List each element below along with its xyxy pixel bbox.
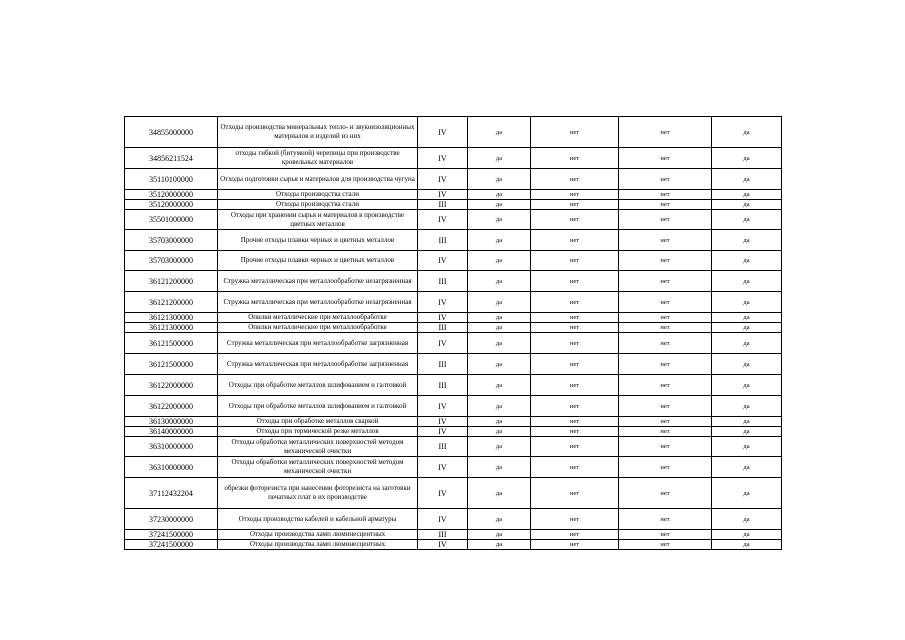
flag-cell-4: да [712,169,782,190]
flag-cell-1: да [468,437,531,457]
hazard-class-cell: III [418,323,468,333]
flag-cell-3: нет [619,354,712,375]
waste-code-cell: 35120000000 [125,190,218,200]
flag-cell-3: нет [619,148,712,169]
waste-code-cell: 36121500000 [125,354,218,375]
flag-cell-3: нет [619,169,712,190]
hazard-class-cell: IV [418,313,468,323]
waste-name-cell: Отходы при обработке металлов шлифованием и галтовкой [218,375,418,396]
flag-cell-1: да [468,417,531,427]
table-row [125,210,782,230]
table-row [125,169,782,190]
hazard-class-cell: III [418,437,468,457]
waste-name-cell: Стружка металлическая при металлообработке загрязненная [218,354,418,375]
waste-code-cell: 35703000000 [125,251,218,271]
waste-name-cell: Отходы подготовки сырья и материалов для производства чугуна [218,169,418,190]
table-row [125,478,782,509]
waste-code-cell: 36121300000 [125,313,218,323]
waste-code-cell: 36121200000 [125,271,218,292]
flag-cell-2: нет [531,509,619,530]
flag-cell-3: нет [619,313,712,323]
flag-cell-2: нет [531,271,619,292]
flag-cell-1: да [468,457,531,478]
flag-cell-4: да [712,375,782,396]
hazard-class-cell: III [418,271,468,292]
waste-code-cell: 35501000000 [125,210,218,230]
flag-cell-2: нет [531,354,619,375]
waste-code-cell: 34855000000 [125,117,218,148]
table-row [125,437,782,457]
flag-cell-1: да [468,323,531,333]
flag-cell-3: нет [619,323,712,333]
flag-cell-3: нет [619,190,712,200]
flag-cell-1: да [468,333,531,354]
table-row [125,375,782,396]
flag-cell-2: нет [531,117,619,148]
flag-cell-4: да [712,313,782,323]
flag-cell-3: нет [619,457,712,478]
hazard-class-cell: III [418,375,468,396]
flag-cell-3: нет [619,540,712,550]
hazard-class-cell: IV [418,117,468,148]
flag-cell-4: да [712,417,782,427]
table-row [125,251,782,271]
waste-name-cell: отходы гибкой (битумной) черепицы при производстве кровельных материалов [218,148,418,169]
flag-cell-4: да [712,427,782,437]
flag-cell-4: да [712,396,782,417]
waste-code-cell: 36140000000 [125,427,218,437]
flag-cell-2: нет [531,437,619,457]
flag-cell-4: да [712,292,782,313]
flag-cell-2: нет [531,230,619,251]
flag-cell-1: да [468,169,531,190]
flag-cell-2: нет [531,251,619,271]
waste-name-cell: Отходы производства ламп люминесцентных [218,530,418,540]
hazard-class-cell: III [418,354,468,375]
flag-cell-4: да [712,530,782,540]
flag-cell-3: нет [619,251,712,271]
waste-name-cell: Опилки металлические при металлообработке [218,313,418,323]
hazard-class-cell: IV [418,251,468,271]
table-row [125,457,782,478]
waste-name-cell: Отходы при обработке металлов шлифованием и галтовкой [218,396,418,417]
hazard-class-cell: III [418,530,468,540]
flag-cell-1: да [468,427,531,437]
flag-cell-1: да [468,540,531,550]
waste-code-cell: 36130000000 [125,417,218,427]
flag-cell-3: нет [619,271,712,292]
hazard-class-cell: IV [418,509,468,530]
waste-name-cell: Отходы при термической резке металлов [218,427,418,437]
flag-cell-2: нет [531,427,619,437]
flag-cell-2: нет [531,323,619,333]
waste-name-cell: Отходы производства кабелей и кабельной арматуры [218,509,418,530]
flag-cell-4: да [712,200,782,210]
table-row [125,396,782,417]
table-row [125,509,782,530]
flag-cell-2: нет [531,190,619,200]
table-row [125,200,782,210]
flag-cell-4: да [712,333,782,354]
flag-cell-2: нет [531,417,619,427]
table-row [125,427,782,437]
flag-cell-1: да [468,251,531,271]
waste-name-cell: Опилки металлические при металлообработке [218,323,418,333]
table-row [125,323,782,333]
table-row [125,190,782,200]
flag-cell-3: нет [619,333,712,354]
waste-name-cell: Отходы при хранении сырья и материалов в производстве цветных металлов [218,210,418,230]
hazard-class-cell: IV [418,169,468,190]
waste-name-cell: Стружка металлическая при металлообработке загрязненная [218,333,418,354]
flag-cell-3: нет [619,509,712,530]
waste-code-cell: 35120000000 [125,200,218,210]
flag-cell-2: нет [531,200,619,210]
hazard-class-cell: IV [418,457,468,478]
table-row [125,292,782,313]
waste-code-cell: 37230000000 [125,509,218,530]
flag-cell-4: да [712,354,782,375]
waste-name-cell: Стружка металлическая при металлообработке незагрязненная [218,271,418,292]
waste-code-cell: 36121200000 [125,292,218,313]
flag-cell-4: да [712,540,782,550]
flag-cell-1: да [468,530,531,540]
waste-code-cell: 36122000000 [125,396,218,417]
flag-cell-2: нет [531,530,619,540]
table-body [125,117,782,550]
hazard-class-cell: IV [418,396,468,417]
flag-cell-2: нет [531,313,619,323]
flag-cell-4: да [712,251,782,271]
waste-code-cell: 36121300000 [125,323,218,333]
waste-name-cell: Отходы обработки металлических поверхностей методом механической очистки [218,437,418,457]
flag-cell-4: да [712,437,782,457]
flag-cell-2: нет [531,292,619,313]
flag-cell-1: да [468,230,531,251]
flag-cell-4: да [712,148,782,169]
flag-cell-4: да [712,210,782,230]
flag-cell-1: да [468,271,531,292]
flag-cell-4: да [712,478,782,509]
table-row [125,230,782,251]
flag-cell-1: да [468,292,531,313]
flag-cell-3: нет [619,437,712,457]
hazard-class-cell: IV [418,190,468,200]
waste-name-cell: Прочие отходы плавки черных и цветных металлов [218,251,418,271]
table-row [125,540,782,550]
waste-name-cell: Отходы при обработке металлов сваркой [218,417,418,427]
waste-name-cell: Прочие отходы плавки черных и цветных металлов [218,230,418,251]
hazard-class-cell: IV [418,292,468,313]
waste-code-cell: 37112432204 [125,478,218,509]
waste-code-cell: 36310000000 [125,457,218,478]
hazard-class-cell: IV [418,210,468,230]
table-row [125,354,782,375]
flag-cell-1: да [468,375,531,396]
flag-cell-1: да [468,200,531,210]
table-row [125,313,782,323]
table-row [125,148,782,169]
waste-name-cell: Отходы производства стали [218,200,418,210]
waste-name-cell: обрезки фоторезиста при нанесении фоторезиста на заготовки печатных плат в их производстве [218,478,418,509]
flag-cell-3: нет [619,478,712,509]
flag-cell-4: да [712,323,782,333]
flag-cell-2: нет [531,169,619,190]
hazard-class-cell: IV [418,417,468,427]
flag-cell-4: да [712,230,782,251]
waste-code-cell: 34856211524 [125,148,218,169]
waste-name-cell: Стружка металлическая при металлообработке незагрязненная [218,292,418,313]
waste-code-cell: 36121500000 [125,333,218,354]
flag-cell-3: нет [619,417,712,427]
flag-cell-1: да [468,478,531,509]
waste-name-cell: Отходы обработки металлических поверхностей методом механической очистки [218,457,418,478]
flag-cell-3: нет [619,375,712,396]
flag-cell-2: нет [531,396,619,417]
flag-cell-3: нет [619,230,712,251]
hazard-class-cell: IV [418,427,468,437]
flag-cell-3: нет [619,530,712,540]
waste-code-cell: 35703000000 [125,230,218,251]
hazard-class-cell: IV [418,478,468,509]
flag-cell-1: да [468,354,531,375]
flag-cell-2: нет [531,148,619,169]
table-row [125,417,782,427]
table-row [125,271,782,292]
flag-cell-2: нет [531,540,619,550]
flag-cell-4: да [712,509,782,530]
flag-cell-1: да [468,148,531,169]
flag-cell-2: нет [531,210,619,230]
waste-name-cell: Отходы производства стали [218,190,418,200]
flag-cell-4: да [712,271,782,292]
waste-code-cell: 35110100000 [125,169,218,190]
flag-cell-1: да [468,117,531,148]
waste-code-cell: 37241500000 [125,530,218,540]
flag-cell-2: нет [531,457,619,478]
hazard-class-cell: IV [418,540,468,550]
flag-cell-4: да [712,457,782,478]
flag-cell-4: да [712,117,782,148]
flag-cell-4: да [712,190,782,200]
flag-cell-1: да [468,313,531,323]
flag-cell-2: нет [531,375,619,396]
flag-cell-3: нет [619,200,712,210]
flag-cell-1: да [468,509,531,530]
waste-code-cell: 36310000000 [125,437,218,457]
hazard-class-cell: IV [418,333,468,354]
flag-cell-3: нет [619,210,712,230]
flag-cell-1: да [468,210,531,230]
hazard-class-cell: III [418,200,468,210]
table-row [125,530,782,540]
waste-name-cell: Отходы производства минеральных тепло- и звукоизоляционных материалов и изделий из них [218,117,418,148]
flag-cell-3: нет [619,427,712,437]
flag-cell-3: нет [619,292,712,313]
waste-classification-table [124,116,782,550]
table-row [125,117,782,148]
flag-cell-1: да [468,396,531,417]
flag-cell-3: нет [619,117,712,148]
flag-cell-2: нет [531,478,619,509]
flag-cell-1: да [468,190,531,200]
waste-code-cell: 36122000000 [125,375,218,396]
hazard-class-cell: IV [418,148,468,169]
waste-name-cell: Отходы производства ламп люминесцентных [218,540,418,550]
waste-code-cell: 37241500000 [125,540,218,550]
hazard-class-cell: III [418,230,468,251]
table-row [125,333,782,354]
flag-cell-3: нет [619,396,712,417]
flag-cell-2: нет [531,333,619,354]
